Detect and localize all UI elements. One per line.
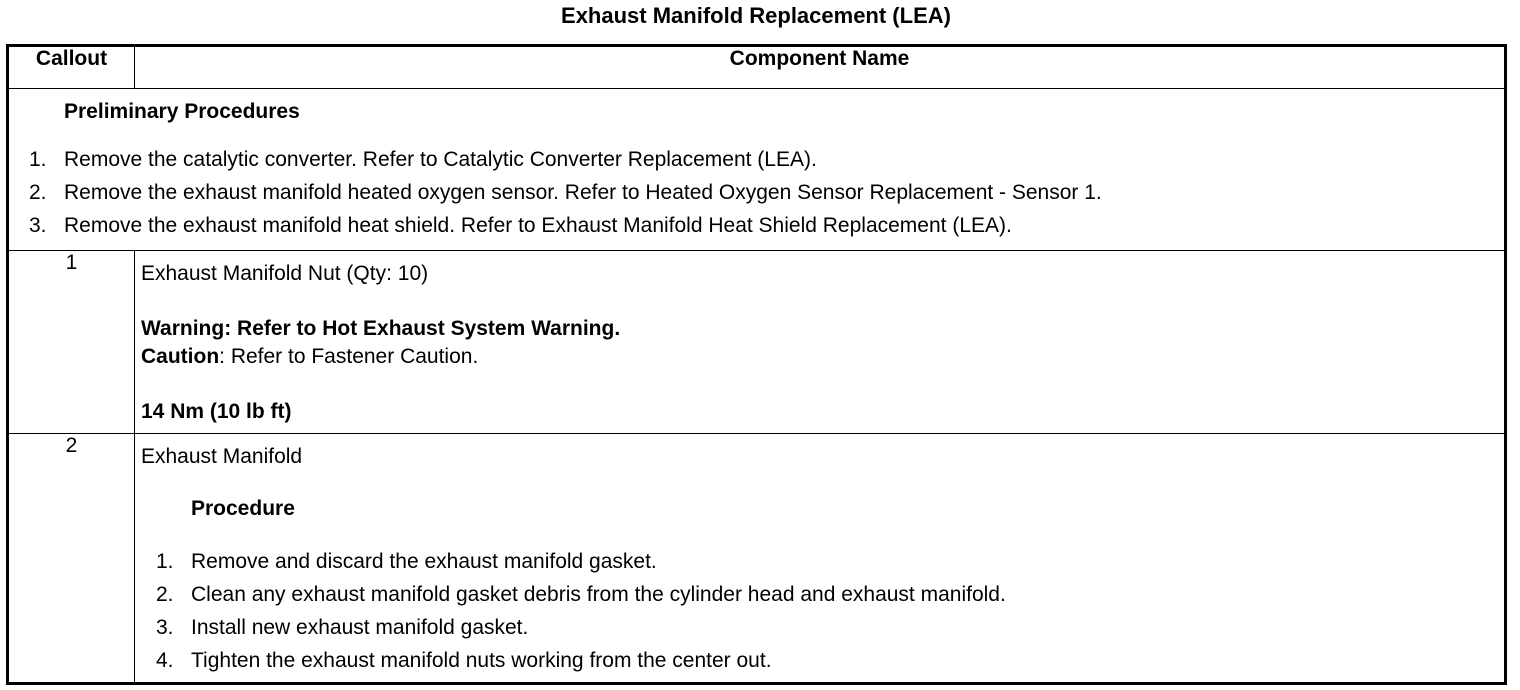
step-text: Install new exhaust manifold gasket.	[191, 616, 529, 640]
step-number: 3.	[29, 214, 47, 238]
callout-cell: 2	[8, 434, 135, 684]
preliminary-cell	[8, 89, 1506, 251]
step-number: 1.	[29, 148, 47, 172]
procedure-table	[6, 44, 1507, 685]
list-item	[141, 578, 1504, 611]
caution-text: : Refer to Fastener Caution.	[219, 344, 479, 368]
step-text: Remove and discard the exhaust manifold gasket.	[191, 550, 657, 574]
component-cell	[135, 250, 1506, 434]
caution-label: Caution	[141, 344, 220, 368]
procedure-heading: Procedure	[191, 497, 295, 521]
header-callout: Callout	[8, 46, 135, 89]
preliminary-steps-list	[9, 143, 1504, 242]
step-number: 3.	[156, 616, 174, 640]
list-item	[141, 611, 1504, 644]
component-cell	[135, 434, 1506, 684]
step-text: Tighten the exhaust manifold nuts working from the center out.	[191, 649, 772, 673]
step-number: 2.	[156, 583, 174, 607]
caution-line	[141, 343, 1504, 371]
table-row	[8, 434, 1506, 684]
list-item	[9, 143, 1504, 176]
step-text: Remove the catalytic converter. Refer to Catalytic Converter Replacement (LEA).	[64, 148, 817, 172]
component-name: Exhaust Manifold	[141, 445, 303, 469]
step-number: 1.	[156, 550, 174, 574]
list-item	[9, 209, 1504, 242]
torque-spec: 14 Nm (10 lb ft)	[141, 399, 292, 423]
step-text: Clean any exhaust manifold gasket debris from the cylinder head and exhaust manifold.	[191, 583, 1006, 607]
list-item	[9, 176, 1504, 209]
component-name: Exhaust Manifold Nut (Qty: 10)	[141, 261, 429, 285]
step-number: 2.	[29, 181, 47, 205]
preliminary-heading: Preliminary Procedures	[64, 100, 300, 124]
table-header-row	[8, 46, 1506, 89]
list-item	[141, 644, 1504, 677]
header-component-name: Component Name	[135, 46, 1506, 89]
step-text: Remove the exhaust manifold heated oxygen sensor. Refer to Heated Oxygen Sensor Replacement - Sensor 1.	[64, 181, 1102, 205]
table-row	[8, 250, 1506, 434]
procedure-steps-list	[141, 545, 1504, 677]
step-text: Remove the exhaust manifold heat shield. Refer to Exhaust Manifold Heat Shield Replacement (LEA).	[64, 214, 1012, 238]
callout-cell: 1	[8, 250, 135, 434]
list-item	[141, 545, 1504, 578]
warning-text: Warning: Refer to Hot Exhaust System Warning.	[141, 316, 621, 340]
document-title: Exhaust Manifold Replacement (LEA)	[561, 3, 951, 28]
preliminary-row	[8, 89, 1506, 251]
step-number: 4.	[156, 649, 174, 673]
